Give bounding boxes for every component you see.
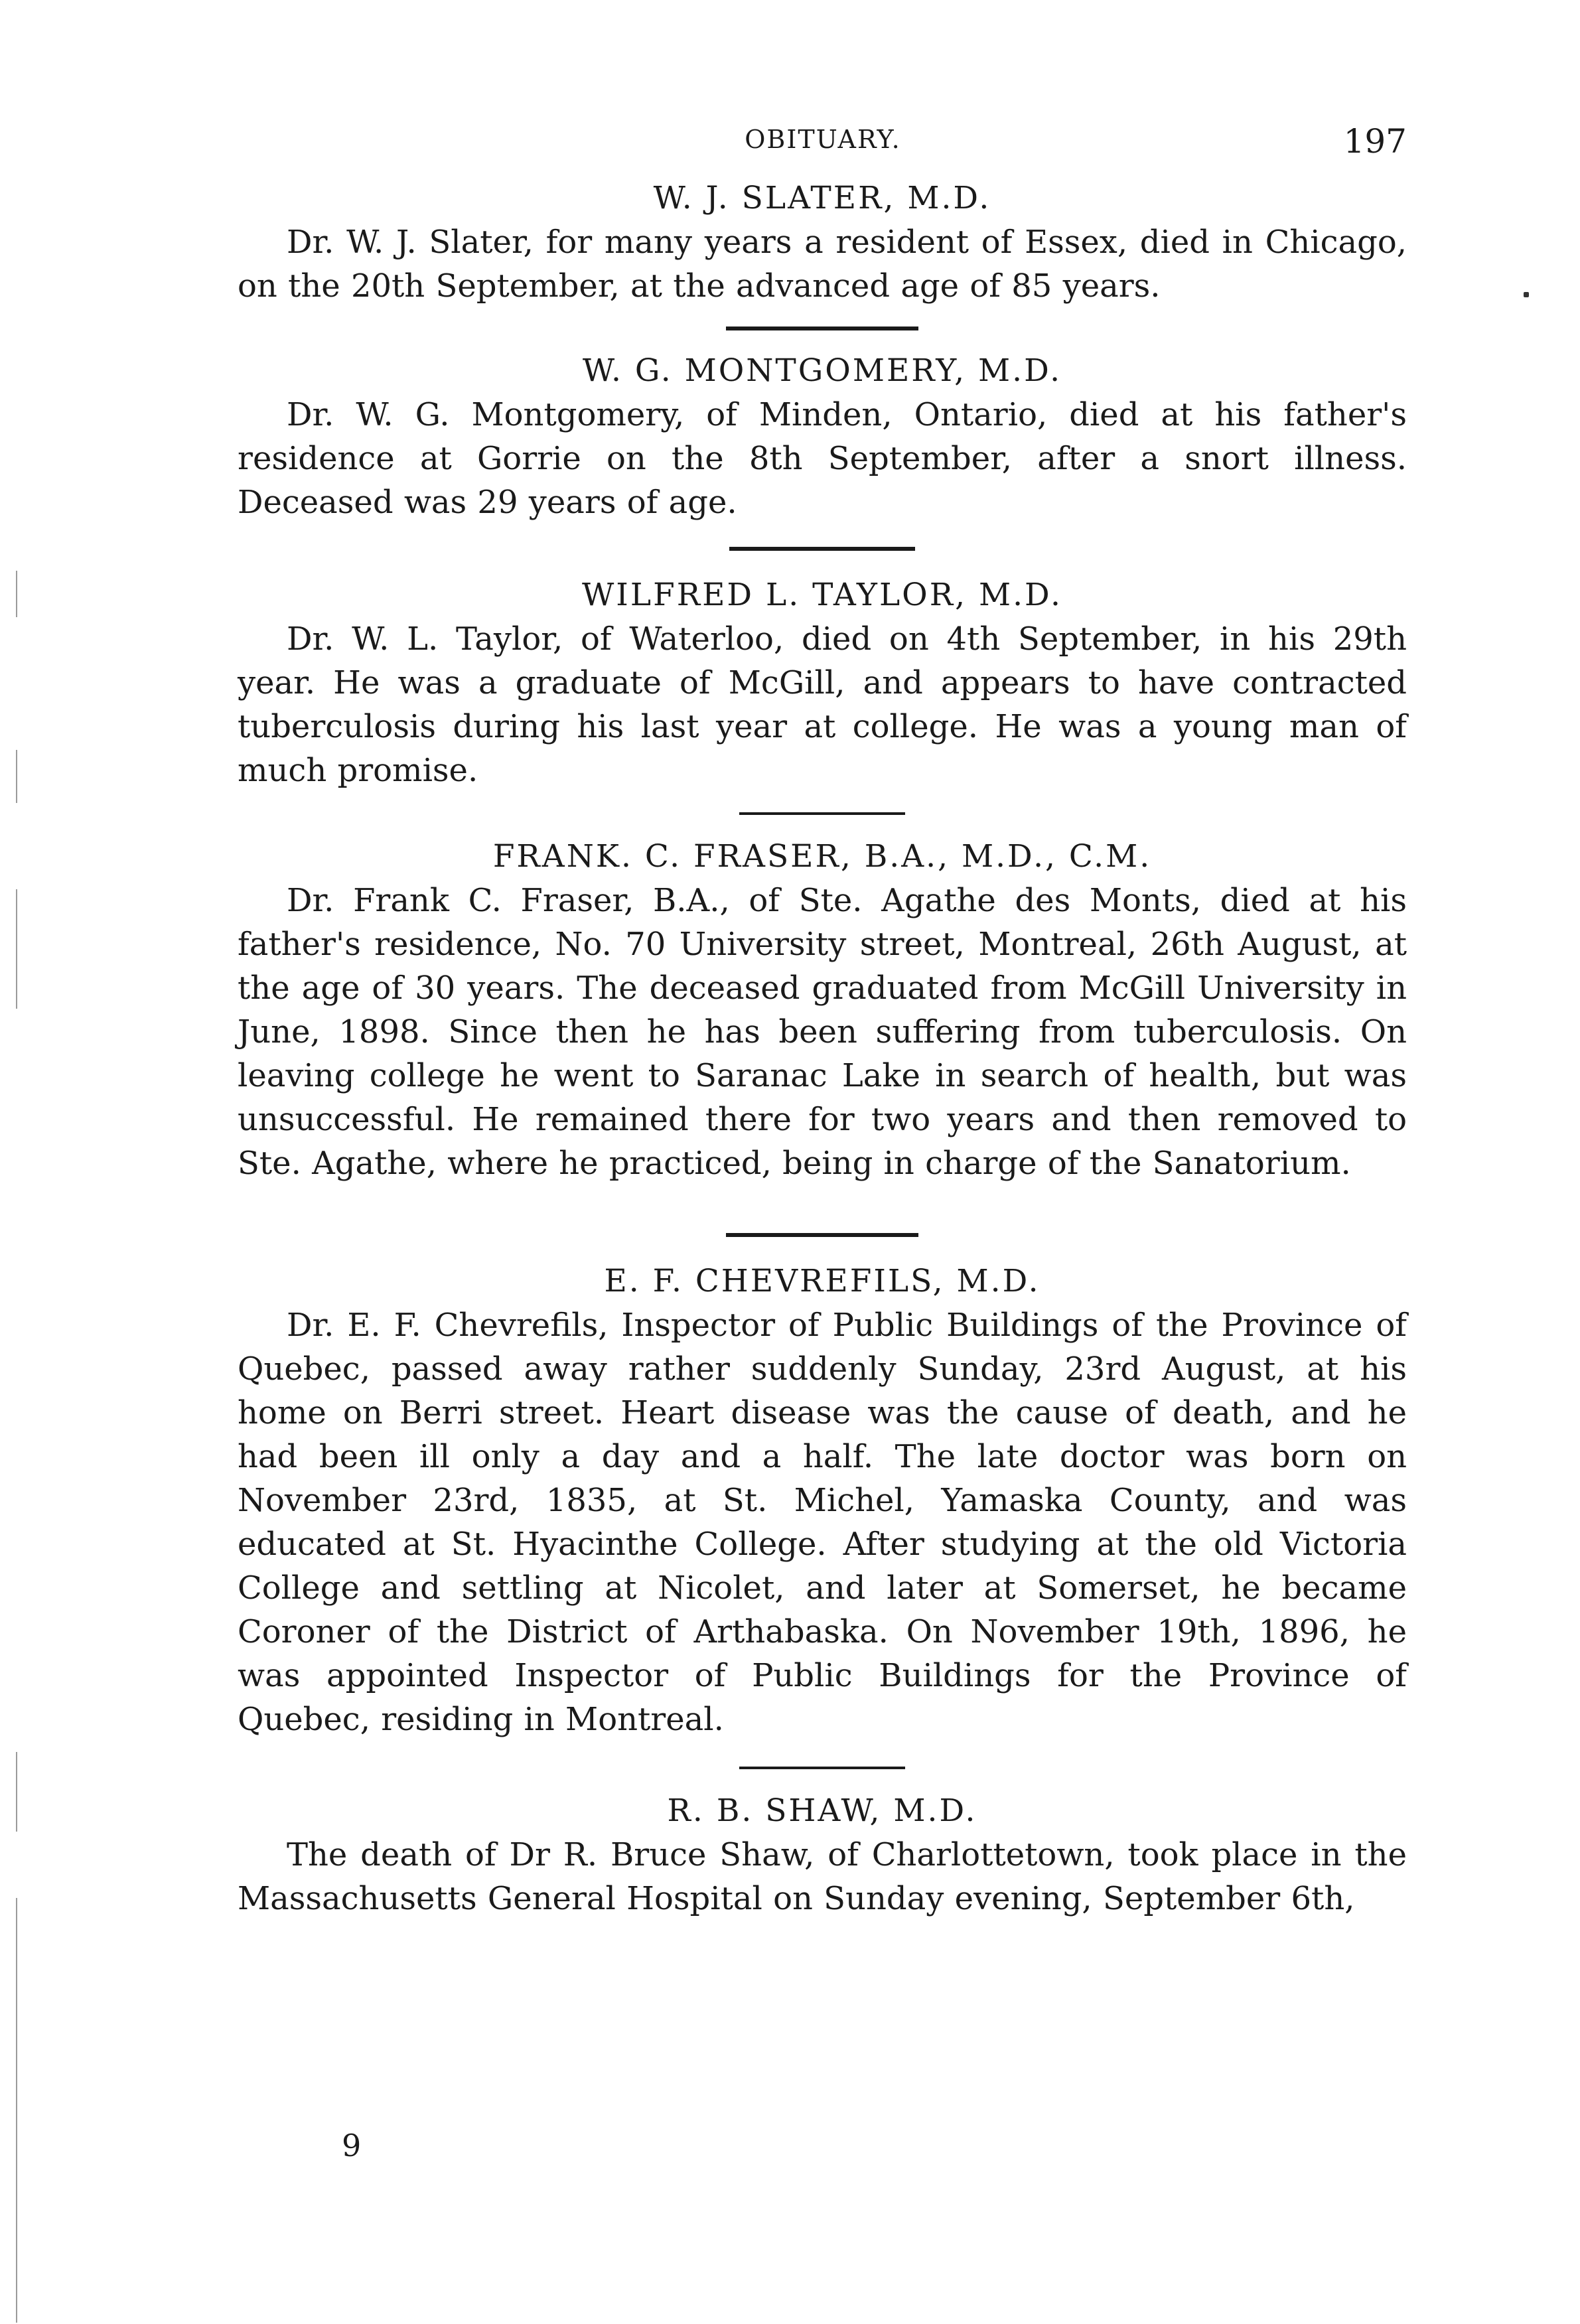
section-divider [729, 547, 915, 551]
entry-title: WILFRED L. TAYLOR, M.D. [582, 577, 1062, 613]
scan-margin-mark [16, 1752, 17, 1832]
entry-title: E. F. CHEVREFILS, M.D. [604, 1263, 1041, 1299]
entry-body: Dr. W. G. Montgomery, of Minden, Ontario, died at his father's residence at Gorrie on the 8th September, after a snort illness. Deceased was 29 years of age. [238, 396, 1407, 521]
obituary-entry-fraser [238, 835, 1407, 1185]
obituary-entry-slater [238, 177, 1407, 308]
obituary-entry-shaw [238, 1789, 1407, 1921]
obituary-entry-montgomery [238, 349, 1407, 524]
running-head [239, 122, 1407, 165]
scan-margin-mark [16, 571, 17, 617]
entry-title: W. G. MONTGOMERY, M.D. [582, 352, 1062, 389]
scan-speck [1524, 292, 1529, 297]
obituary-content [238, 177, 1407, 1921]
signature-mark: 9 [342, 2128, 362, 2163]
page-number: 197 [1343, 122, 1407, 161]
entry-title: FRANK. C. FRASER, B.A., M.D., C.M. [492, 838, 1152, 875]
scan-margin-mark [16, 750, 17, 803]
entry-body: Dr. Frank C. Fraser, B.A., of Ste. Agathe des Monts, died at his father's residence, No. 70 University street, Montreal, 26th August, at the age of 30 years. The deceased graduated from McGill University in June, 1898. Since then he has been suffering from tuberculosis. On leaving college he went to Saranac Lake in search of health, but was unsuccessful. He remained there for two years and then removed to Ste. Agathe, where he practiced, being in charge of the Sanatorium. [238, 882, 1407, 1182]
obituary-entry-chevrefils [238, 1260, 1407, 1741]
section-divider [739, 812, 905, 815]
entry-body: The death of Dr R. Bruce Shaw, of Charlottetown, took place in the Massachusetts General Hospital on Sunday evening, September 6th, [238, 1836, 1407, 1917]
scan-margin-mark [16, 1898, 17, 2323]
section-divider [739, 1767, 905, 1769]
entry-body: Dr. W. L. Taylor, of Waterloo, died on 4th September, in his 29th year. He was a graduate of McGill, and appears to have contracted tuberculosis during his last year at college. He was a young man of much promise. [238, 620, 1407, 789]
entry-body: Dr. W. J. Slater, for many years a resident of Essex, died in Chicago, on the 20th September, at the advanced age of 85 years. [238, 224, 1407, 305]
section-divider [726, 327, 918, 330]
obituary-entry-taylor [238, 573, 1407, 792]
entry-title: R. B. SHAW, M.D. [667, 1792, 977, 1829]
running-title: OBITUARY. [745, 125, 901, 154]
entry-title: W. J. SLATER, M.D. [653, 180, 991, 216]
section-divider [726, 1233, 918, 1237]
scan-margin-mark [16, 889, 17, 1009]
entry-body: Dr. E. F. Chevrefils, Inspector of Public Buildings of the Province of Quebec, passed away rather suddenly Sunday, 23rd August, at his home on Berri street. Heart disease was the cause of death, and he had been ill only a day and a half. The late doctor was born on November 23rd, 1835, at St. Michel, Yamaska County, and was educated at St. Hyacinthe College. After studying at the old Victoria College and settling at Nicolet, and later at Somerset, he became Coroner of the District of Arthabaska. On November 19th, 1896, he was appointed Inspector of Public Buildings for the Province of Quebec, residing in Montreal. [238, 1307, 1407, 1738]
